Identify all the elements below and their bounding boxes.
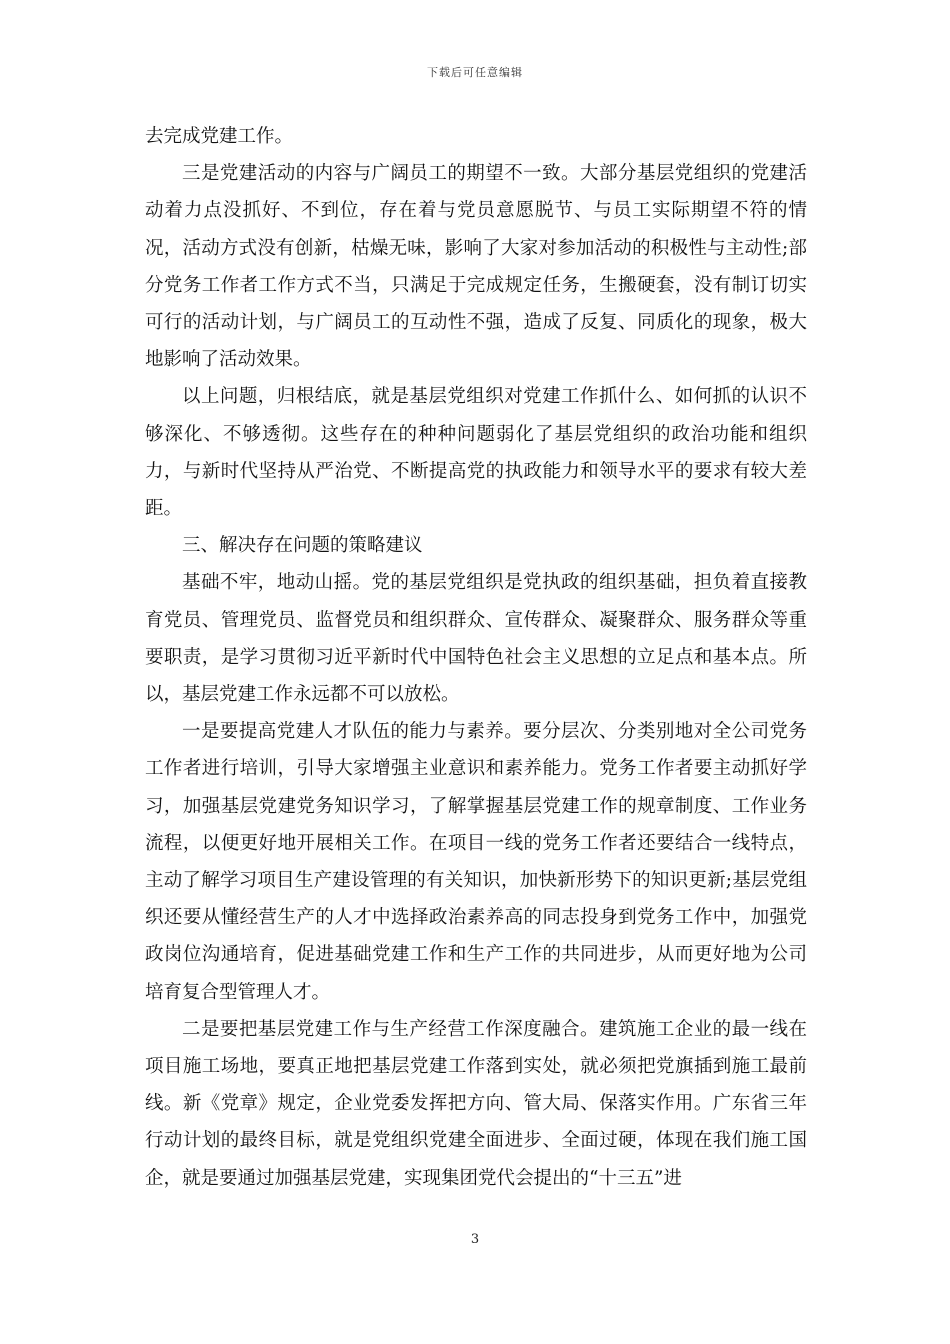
paragraph-talent: 一是要提高党建人才队伍的能力与素养。要分层次、分类别地对全公司党务工作者进行培训，引导大家增强主业意识和素养能力。党务工作者要主动抓好学习，加强基层党建党务知识学习，了解掌握基层党建工作的规章制度、工作业务流程，以便更好地开展相关工作。在项目一线的党务工作者还要结合一线特点，主动了解学习项目生产建设管理的有关知识，加快新形势下的知识更新;基层党组织还要从懂经营生产的人才中选择政治素养高的同志投身到党务工作中，加强党政岗位沟通培育，促进基础党建工作和生产工作的共同进步，从而更好地为公司培育复合型管理人才。 xyxy=(145,721,807,1003)
paragraph-continuation: 去完成党建工作。 xyxy=(145,126,294,147)
paragraph-integration: 二是要把基层党建工作与生产经营工作深度融合。建筑施工企业的最一线在项目施工场地，要真正地把基层党建工作落到实处，就必须把党旗插到施工最前线。新《党章》规定，企业党委发挥把方向、管大局、保落实作用。广东省三年行动计划的最终目标，就是党组织党建全面进步、全面过硬，体现在我们施工国企，就是要通过加强基层党建，实现集团党代会提出的“十三五”进 xyxy=(145,1018,807,1189)
page-number: 3 xyxy=(470,1232,480,1247)
paragraph-root-cause: 以上问题，归根结底，就是基层党组织对党建工作抓什么、如何抓的认识不够深化、不够透彻。这些存在的种种问题弱化了基层党组织的政治功能和组织力，与新时代坚持从严治党、不断提高党的执政能力和领导水平的要求有较大差距。 xyxy=(145,386,807,520)
section-heading-strategy: 三、解决存在问题的策略建议 xyxy=(182,535,423,557)
document-body xyxy=(145,118,807,1197)
page-header: 下载后可任意编辑 xyxy=(427,66,523,79)
paragraph-foundation: 基础不牢，地动山摇。党的基层党组织是党执政的组织基础，担负着直接教育党员、管理党员、监督党员和组织群众、宣传群众、凝聚群众、服务群众等重要职责，是学习贯彻习近平新时代中国特色社会主义思想的立足点和基本点。所以，基层党建工作永远都不可以放松。 xyxy=(145,572,807,706)
paragraph-activity-content: 三是党建活动的内容与广阔员工的期望不一致。大部分基层党组织的党建活动着力点没抓好、不到位，存在着与党员意愿脱节、与员工实际期望不符的情况，活动方式没有创新，枯燥无味，影响了大家对参加活动的积极性与主动性;部分党务工作者工作方式不当，只满足于完成规定任务，生搬硬套，没有制订切实可行的活动计划，与广阔员工的互动性不强，造成了反复、同质化的现象，极大地影响了活动效果。 xyxy=(145,163,807,371)
